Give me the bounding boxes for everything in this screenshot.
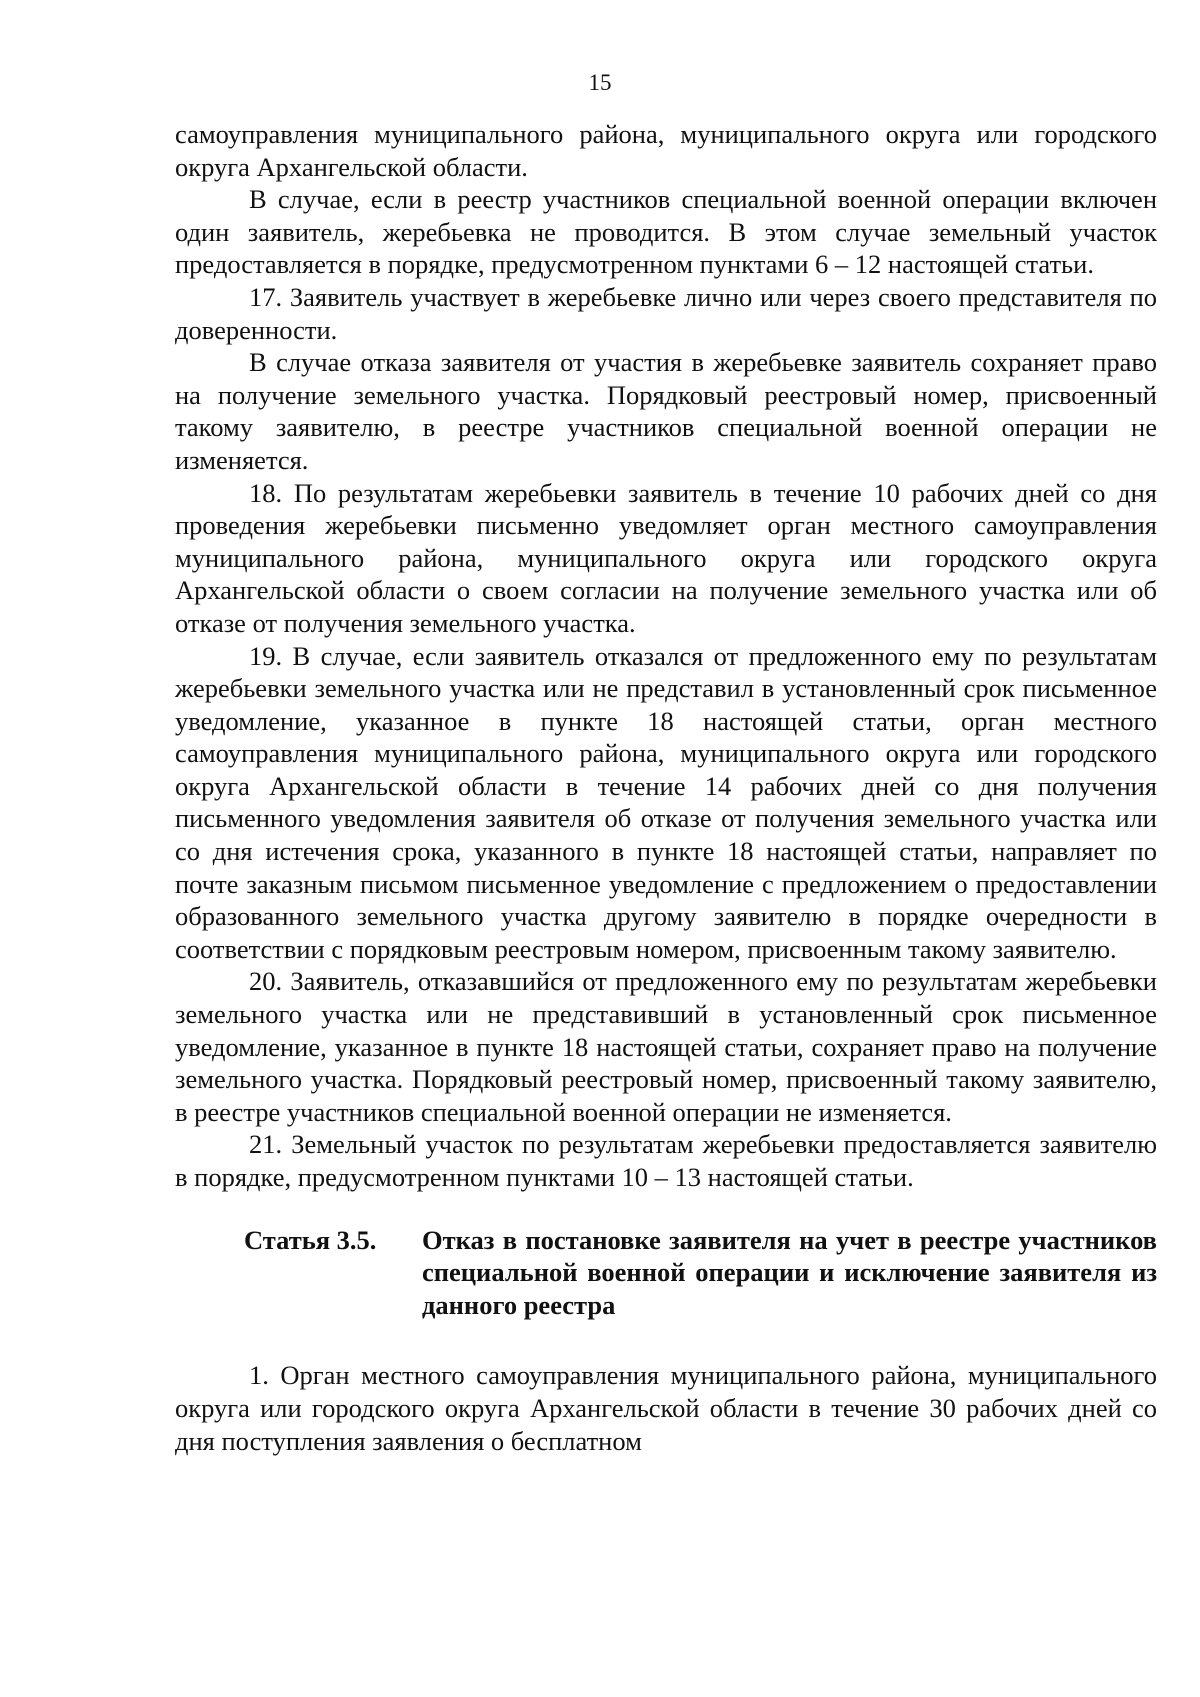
document-body (175, 118, 1157, 1457)
paragraph: 19. В случае, если заявитель отказался от предложенного ему по результатам жеребьевки земельного участка или не представил в установленный срок письменное уведомление, указанное в пункте 18 настоящей статьи, орган местного самоуправления муниципального района, муниципального округа или городского округа Архангельской области в течение 14 рабочих дней со дня получения письменного уведомления заявителя об отказе от получения земельного участка или со дня истечения срока, указанного в пункте 18 настоящей статьи, направляет по почте заказным письмом письменное уведомление с предложением о предоставлении образованного земельного участка другому заявителю в порядке очередности в соответствии с порядковым реестровым номером, присвоенным такому заявителю. (175, 640, 1157, 964)
paragraph: 1. Орган местного самоуправления муниципального района, муниципального округа или городского округа Архангельской области в течение 30 рабочих дней со дня поступления заявления о бесплатном (175, 1360, 1157, 1456)
paragraphs-before-article (175, 118, 1157, 1194)
paragraph: 21. Земельный участок по результатам жеребьевки предоставляется заявителю в порядке, предусмотренном пунктами 10 – 13 настоящей статьи. (175, 1129, 1157, 1192)
article-heading (175, 1224, 1157, 1322)
page-number: 15 (588, 70, 612, 95)
paragraph: самоуправления муниципального района, муниципального округа или городского округа Архангельской области. (175, 119, 1157, 182)
paragraph: В случае, если в реестр участников специальной военной операции включен один заявитель, жеребьевка не проводится. В этом случае земельный участок предоставляется в порядке, предусмотренном пунктами 6 – 12 настоящей статьи. (175, 184, 1157, 280)
paragraph: 17. Заявитель участвует в жеребьевке лично или через своего представителя по доверенности. (175, 281, 1157, 345)
article-title: Отказ в постановке заявителя на учет в реестре участников специальной военной операции и исключение заявителя из данного реестра (422, 1224, 1157, 1320)
paragraph: 20. Заявитель, отказавшийся от предложенного ему по результатам жеребьевки земельного участка или не представивший в установленный срок письменное уведомление, указанное в пункте 18 настоящей статьи, сохраняет право на получение земельного участка. Порядковый реестровый номер, присвоенный такому заявителю, в реестре участников специальной военной операции не изменяется. (175, 966, 1157, 1127)
article-number: Статья 3.5. (244, 1224, 377, 1255)
paragraph: 18. По результатам жеребьевки заявитель в течение 10 рабочих дней со дня проведения жеребьевки письменно уведомляет орган местного самоуправления муниципального района, муниципального округа или городского округа Архангельской области о своем согласии на получение земельного участка или об отказе от получения земельного участка. (175, 477, 1157, 638)
paragraph: В случае отказа заявителя от участия в жеребьевке заявитель сохраняет право на получение земельного участка. Порядковый реестровый номер, присвоенный такому заявителю, в реестре участников специальной военной операции не изменяется. (175, 347, 1157, 475)
paragraphs-after-article (175, 1359, 1157, 1457)
